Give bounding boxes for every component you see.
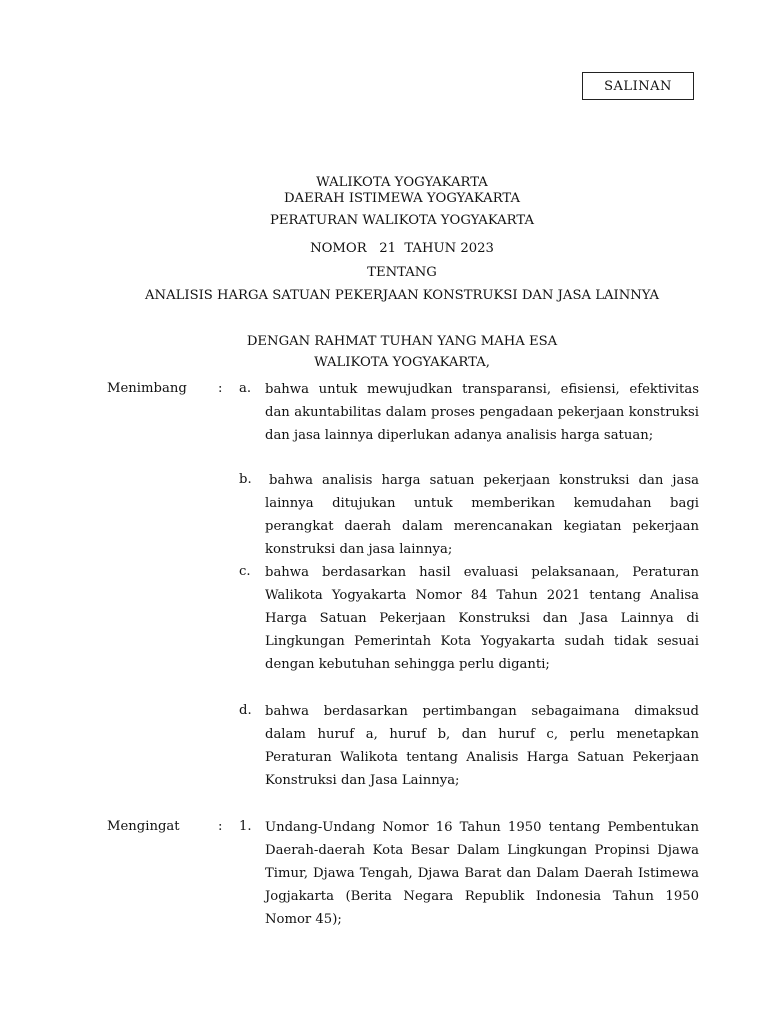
menimbang-colon: : <box>218 381 223 396</box>
mengingat-item-1-marker: 1. <box>239 819 252 834</box>
menimbang-item-a-text: bahwa untuk mewujudkan transparansi, efisiensi, efektivitas dan akuntabilitas dalam proses pengadaan pekerjaan konstruksi dan jasa lainnya diperlukan adanya analisis harga satuan; <box>265 382 699 444</box>
preamble-line-1: DENGAN RAHMAT TUHAN YANG MAHA ESA <box>246 334 558 349</box>
mengingat-colon: : <box>218 819 223 834</box>
mengingat-label: Mengingat <box>107 819 180 834</box>
menimbang-item-c-text: bahwa berdasarkan hasil evaluasi pelaksanaan, Peraturan Walikota Yogyakarta Nomor 84 Tahun 2021 tentang Analisa Harga Satuan Pekerjaan Konstruksi dan Jasa Lainnya di Lingkungan Pemerintah Kota Yogyakarta sudah tidak sesuai dengan kebutuhan sehingga perlu diganti; <box>265 565 699 673</box>
menimbang-item-a-marker: a. <box>239 381 252 396</box>
salinan-stamp: SALINAN <box>582 72 694 100</box>
menimbang-item-b-marker: b. <box>239 472 252 487</box>
header-tentang: TENTANG <box>367 265 437 280</box>
regulation-title: ANALISIS HARGA SATUAN PEKERJAAN KONSTRUKSI DAN JASA LAINNYA <box>145 288 659 303</box>
menimbang-label: Menimbang <box>107 381 187 396</box>
header-walikota: WALIKOTA YOGYAKARTA <box>316 175 488 190</box>
header-nomor: NOMOR 21 TAHUN 2023 <box>310 241 494 256</box>
menimbang-item-b-text: bahwa analisis harga satuan pekerjaan konstruksi dan jasa lainnya ditujukan untuk memberikan kemudahan bagi perangkat daerah dalam merencanakan kegiatan pekerjaan konstruksi dan jasa lainnya; <box>265 473 699 558</box>
menimbang-item-d-marker: d. <box>239 703 252 718</box>
mengingat-item-1-text: Undang-Undang Nomor 16 Tahun 1950 tentang Pembentukan Daerah-daerah Kota Besar Dalam Lingkungan Propinsi Djawa Timur, Djawa Tengah, Djawa Barat dan Dalam Daerah Istimewa Jogjakarta (Berita Negara Republik Indonesia Tahun 1950 Nomor 45); <box>265 820 699 928</box>
header-daerah: DAERAH ISTIMEWA YOGYAKARTA <box>283 191 521 206</box>
menimbang-item-c-marker: c. <box>239 564 251 579</box>
preamble-line-2: WALIKOTA YOGYAKARTA, <box>314 355 490 370</box>
menimbang-item-d-text: bahwa berdasarkan pertimbangan sebagaimana dimaksud dalam huruf a, huruf b, dan huruf c, perlu menetapkan Peraturan Walikota tentang Analisis Harga Satuan Pekerjaan Konstruksi dan Jasa Lainnya; <box>265 704 699 789</box>
header-peraturan: PERATURAN WALIKOTA YOGYAKARTA <box>270 213 534 228</box>
